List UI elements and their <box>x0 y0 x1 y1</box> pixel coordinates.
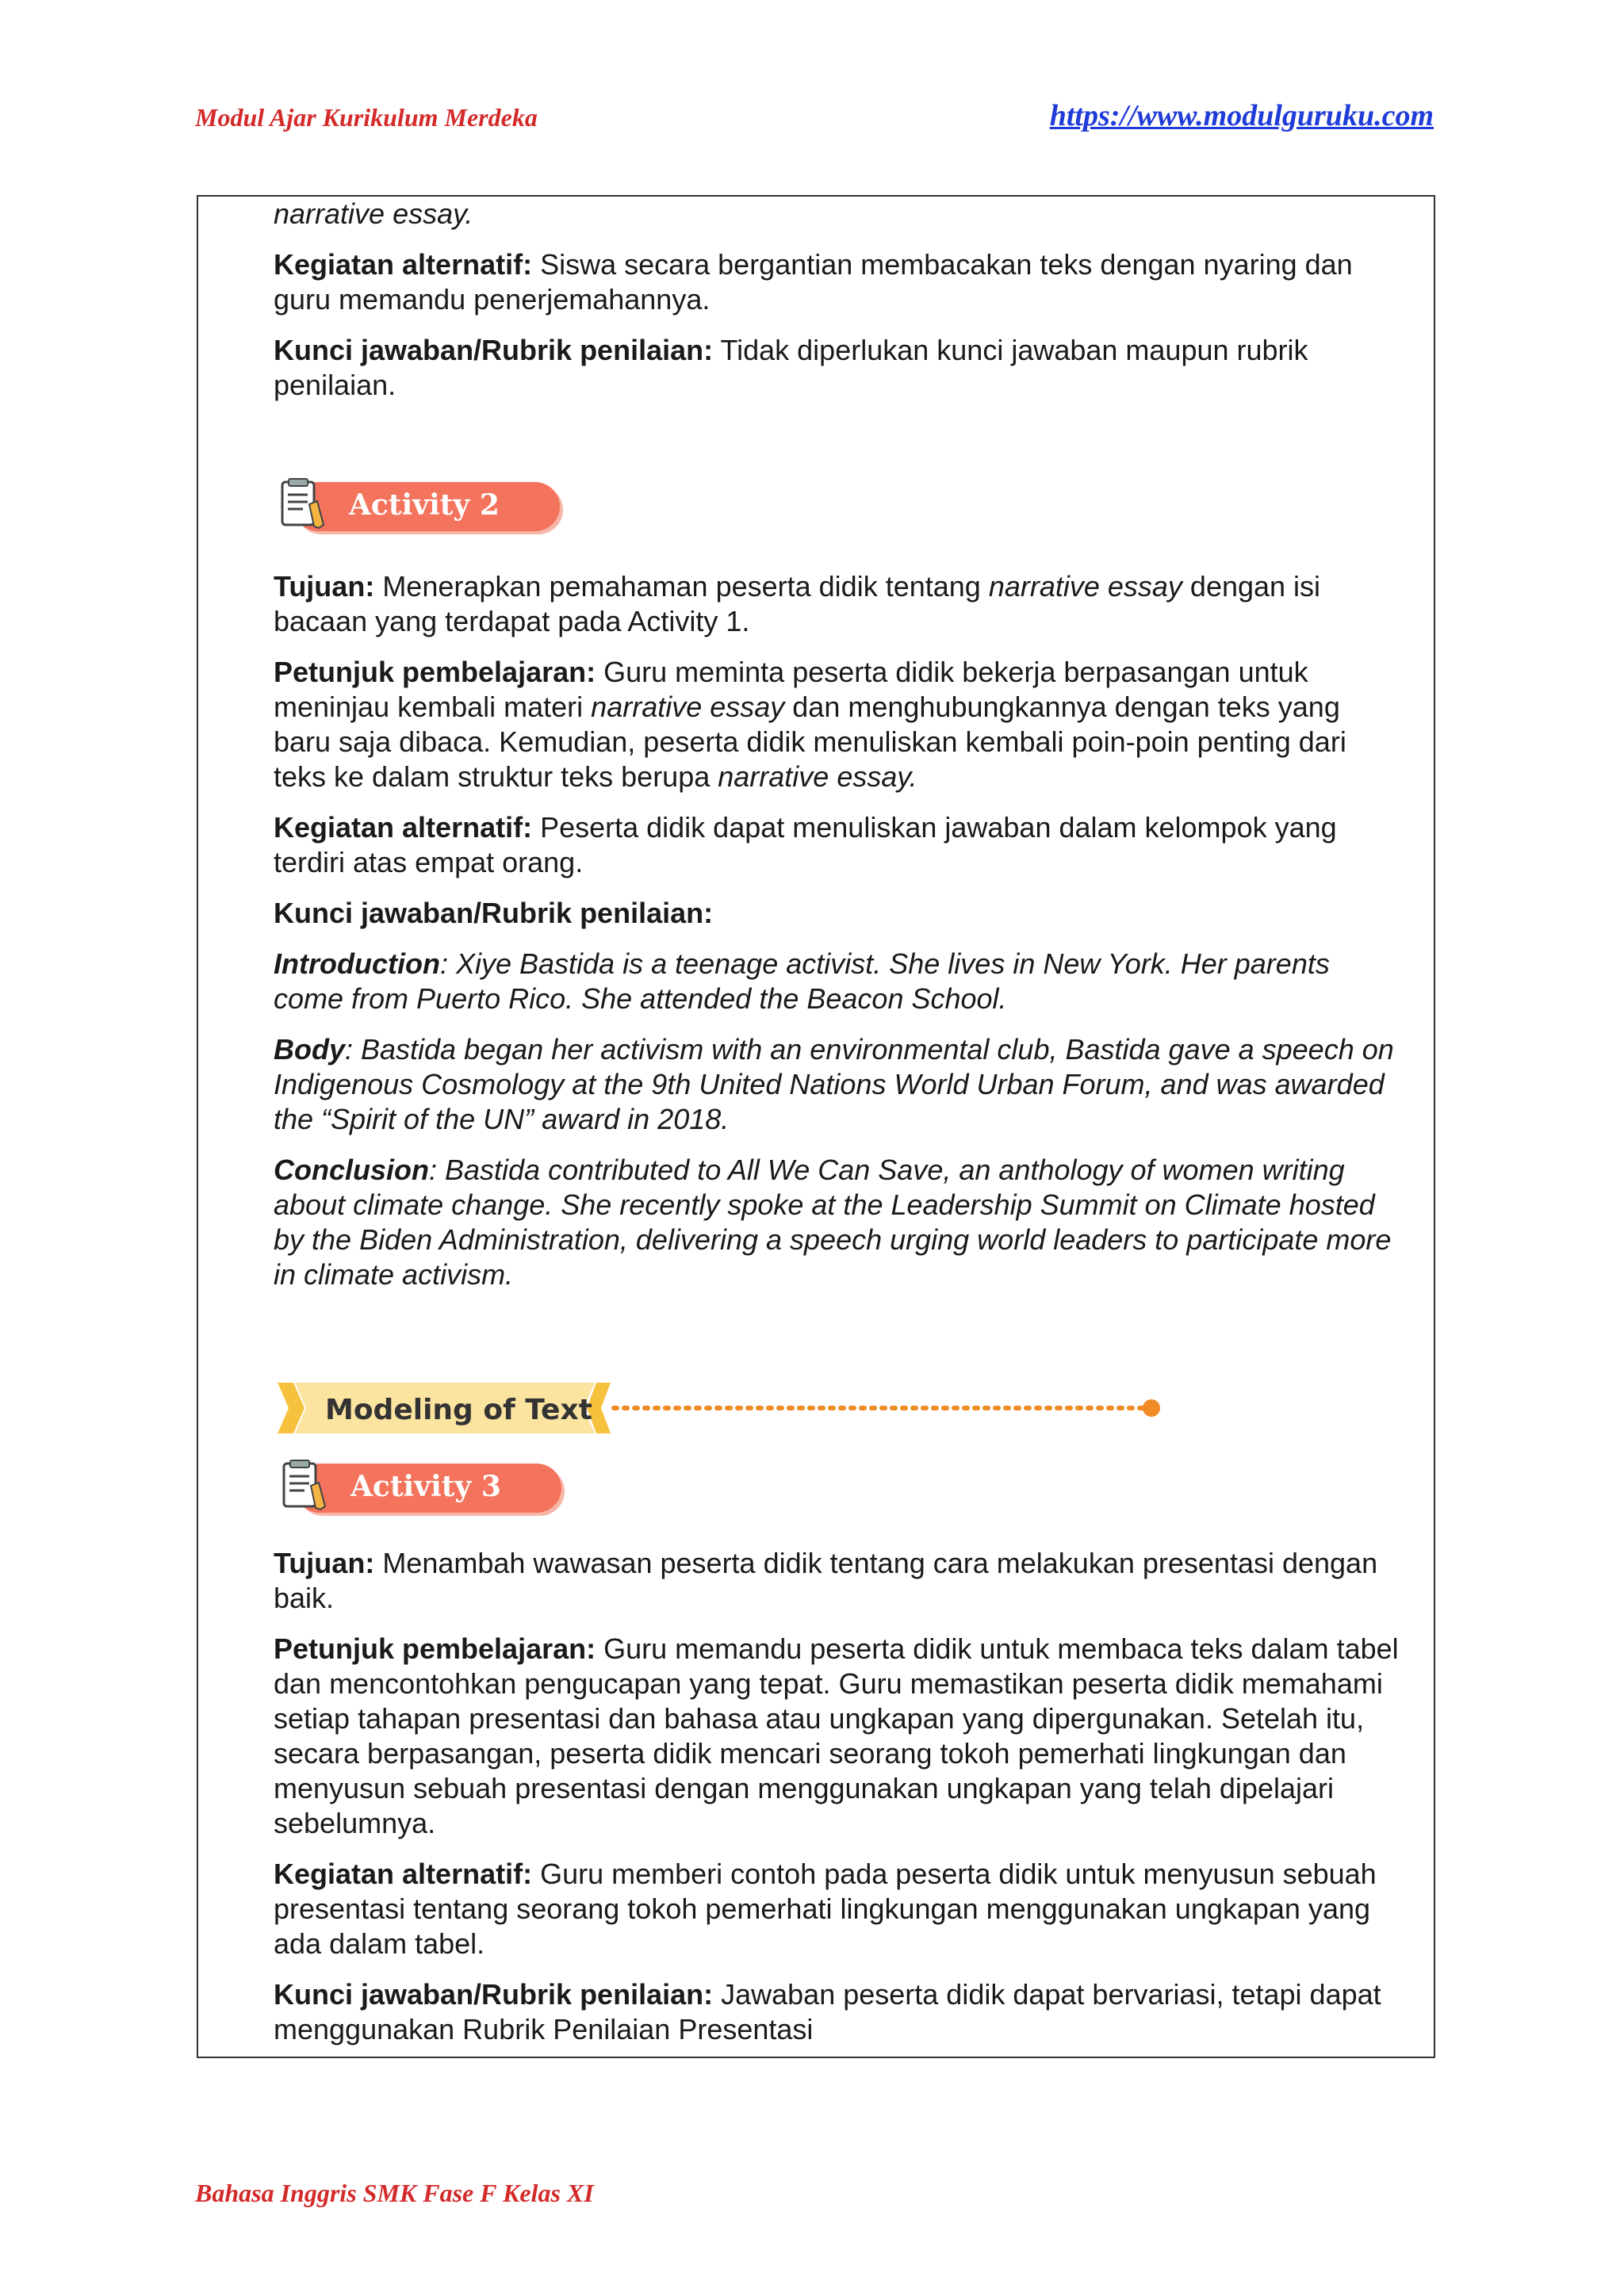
modeling-of-text-banner <box>278 1378 1166 1438</box>
a2-body-paragraph <box>274 1032 1400 1137</box>
a2-petunjuk-em2: narrative essay. <box>718 760 917 793</box>
a2-body-text: : Bastida began her activism with an environmental club, Bastida gave a speech on Indigenous Cosmology at the 9th United Nations World Urban Forum, and was awarded the “Spirit of the UN” award in 2018. <box>274 1033 1394 1135</box>
a2-conclusion-text: : Bastida contributed to All We Can Save, an anthology of women writing about climate change. She recently spoke at the Leadership Summit on Climate hosted by the Biden Administration, delivering a speech urging world leaders to participate more in climate activism. <box>274 1154 1392 1291</box>
a3-key-paragraph <box>274 1977 1400 2047</box>
notepad-pen-icon <box>278 477 327 534</box>
modeling-of-text-label: Modeling of Text <box>325 1394 592 1426</box>
a2-alt-paragraph <box>274 810 1400 880</box>
a3-petunjuk-paragraph <box>274 1632 1400 1841</box>
a2-petunjuk-em1: narrative essay <box>591 691 785 723</box>
activity-2-badge <box>278 480 579 534</box>
a2-tujuan-label: Tujuan: <box>274 570 375 603</box>
a2-alt-text: Peserta didik dapat menuliskan jawaban dalam kelompok yang terdiri atas empat orang. <box>274 811 1337 878</box>
a2-introduction-label: Introduction <box>274 947 440 980</box>
activity-3-label: Activity 3 <box>350 1470 501 1503</box>
a2-alt-label: Kegiatan alternatif: <box>274 811 533 844</box>
a2-tujuan-em: narrative essay <box>988 570 1182 603</box>
a3-alt-text: Guru memberi contoh pada peserta didik untuk menyusun sebuah presentasi tentang seorang tokoh pemerhati lingkungan menggunakan ungkapan yang ada dalam tabel. <box>274 1858 1377 1960</box>
alt-activity-text: Siswa secara bergantian membacakan teks dengan nyaring dan guru memandu penerjemahannya. <box>274 248 1353 316</box>
a2-body-label: Body <box>274 1033 345 1066</box>
carry-over-text: narrative essay. <box>274 197 473 230</box>
a2-key-paragraph <box>274 896 1400 931</box>
a3-petunjuk-label: Petunjuk pembelajaran: <box>274 1632 596 1665</box>
a2-conclusion-paragraph <box>274 1153 1400 1292</box>
a2-tujuan-text-b: dengan isi bacaan yang terdapat pada Activity 1. <box>274 570 1321 637</box>
a3-tujuan-paragraph <box>274 1546 1400 1616</box>
a2-petunjuk-text-a: Guru meminta peserta didik bekerja berpasangan untuk meninjau kembali materi <box>274 656 1308 723</box>
footer-course-title: Bahasa Inggris SMK Fase F Kelas XI <box>195 2179 594 2207</box>
answer-key-label: Kunci jawaban/Rubrik penilaian: <box>274 334 714 366</box>
a3-petunjuk-text: Guru memandu peserta didik untuk membaca teks dalam tabel dan mencontohkan pengucapan yang tepat. Guru memastikan peserta didik memahami setiap tahapan presentasi dan bahasa atau ungkapan yang dipergunakan. Setelah itu, secara berpasangan, peserta didik mencari seorang tokoh pemerhati lingkungan dan menyusun sebuah presentasi dengan menggunakan ungkapan yang telah dipelajari sebelumnya. <box>274 1632 1399 1839</box>
a3-alt-label: Kegiatan alternatif: <box>274 1858 533 1890</box>
a2-petunjuk-text-b: dan menghubungkannya dengan teks yang baru saja dibaca. Kemudian, peserta didik menuliskan kembali poin-poin penting dari teks ke dalam struktur teks berupa <box>274 691 1346 793</box>
section-activity1-tail <box>274 197 1400 419</box>
header-website-link[interactable]: https://www.modulguruku.com <box>1049 99 1434 132</box>
header-module-title: Modul Ajar Kurikulum Merdeka <box>195 103 538 132</box>
alt-activity-label: Kegiatan alternatif: <box>274 248 533 281</box>
notepad-pen-icon <box>279 1459 328 1516</box>
a3-tujuan-label: Tujuan: <box>274 1547 375 1579</box>
a2-conclusion-label: Conclusion <box>274 1154 429 1186</box>
a2-tujuan-paragraph <box>274 569 1400 639</box>
activity-2-label: Activity 2 <box>349 488 500 522</box>
a3-alt-paragraph <box>274 1857 1400 1961</box>
a2-petunjuk-paragraph <box>274 655 1400 794</box>
answer-key-text: Tidak diperlukan kunci jawaban maupun rubrik penilaian. <box>274 334 1308 401</box>
a3-tujuan-text: Menambah wawasan peserta didik tentang cara melakukan presentasi dengan baik. <box>274 1547 1378 1614</box>
a2-tujuan-text-a: Menerapkan pemahaman peserta didik tentang <box>374 570 989 603</box>
answer-key-paragraph <box>274 333 1400 403</box>
a3-key-label: Kunci jawaban/Rubrik penilaian: <box>274 1978 714 2011</box>
activity-2-pill <box>293 482 560 531</box>
a3-key-text: Jawaban peserta didik dapat bervariasi, tetapi dapat menggunakan Rubrik Penilaian Presentasi <box>274 1978 1381 2045</box>
activity-3-badge <box>279 1462 580 1516</box>
section-activity-3 <box>274 1546 1400 2063</box>
a2-key-label: Kunci jawaban/Rubrik penilaian: <box>274 897 714 929</box>
alt-activity-paragraph <box>274 247 1400 317</box>
section-activity-2 <box>274 569 1400 1308</box>
activity-3-pill <box>295 1464 561 1513</box>
a2-petunjuk-label: Petunjuk pembelajaran: <box>274 656 596 688</box>
a2-introduction-paragraph <box>274 947 1400 1016</box>
a2-introduction-text: : Xiye Bastida is a teenage activist. She lives in New York. Her parents come from Puerto Rico. She attended the Beacon School. <box>274 947 1330 1015</box>
